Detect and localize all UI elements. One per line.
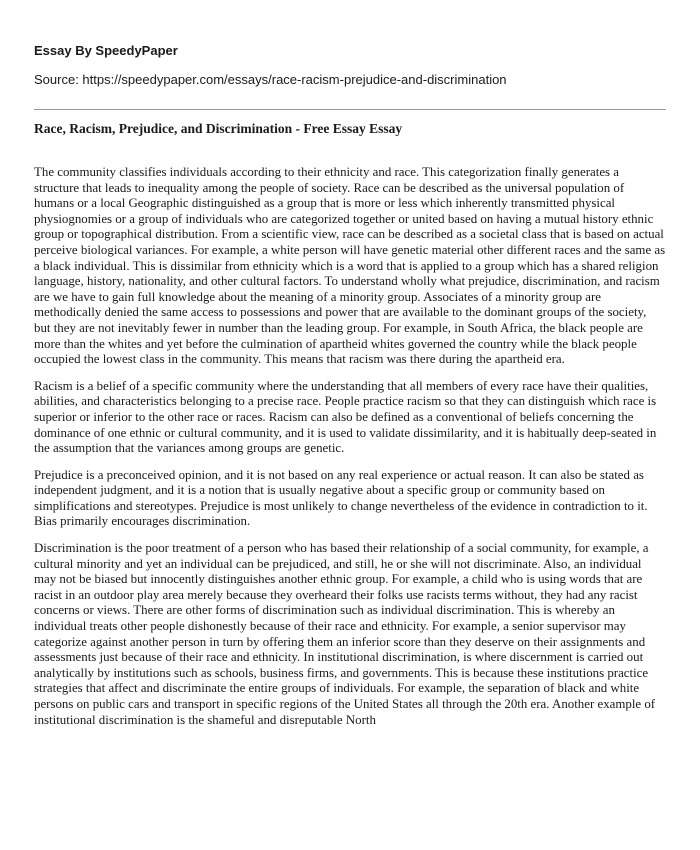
document-header [34,43,666,88]
source-line: Source: https://speedypaper.com/essays/race-racism-prejudice-and-discrimination [34,72,507,87]
paragraph-3: Prejudice is a preconceived opinion, and it is not based on any real experience or actual reason. It can also be stated as independent judgment, and it is a notion that is usually negative about a specific group or community based on simplifications and stereotypes. Prejudice is most unlikely to change nevertheless of the evidence in contradiction to it. Bias primarily encourages discrimination. [34,467,648,529]
header-divider [34,109,666,110]
paragraph-4: Discrimination is the poor treatment of a person who has based their relationship of a social community, for example, a cultural minority and yet an individual can be prejudiced, and still, he or she will not discriminate. Also, an individual may not be biased but innocently distinguishes another ethnic group. For example, a child who is using words that are racist in an outdoor play area merely because they overheard their folks use racists terms without, they had any racist concerns or views. There are other forms of discrimination such as individual discrimination. This is whereby an individual treats other people dishonestly because of their race and ethnicity. For example, a senior supervisor may categorize against another person in turn by offering them an inferior score than they deserve on their assignments and assessments just because of their race and ethnicity. In institutional discrimination, is where discernment is carried out analytically by institutions such as schools, business firms, and governments. This is because these institutions practice strategies that affect and discriminate the entire groups of individuals. For example, the separation of black and white persons on public cars and transport in specific regions of the United States all through the 20th era. Another example of institutional discrimination is the shameful and disreputable North [34,541,656,727]
essay-title: Race, Racism, Prejudice, and Discrimination - Free Essay Essay [34,121,403,136]
paragraph-1: The community classifies individuals according to their ethnicity and race. This categorization finally generates a structure that leads to inequality among the people of society. Race can be described as the universal population of humans or a local Geographic distinguished as a group that is more or less which inherently transmitted physical physiognomies or a group of individuals who are categorized together or united based on having a mutual history ethnic group or topographical distribution. From a scientific view, race can be described as a societal class that is based on actual perceive biological variances. For example, a white person will have genetic material other different races and the same as a black individual. This is dissimilar from ethnicity which is a word that is applied to a group which has a shared religion language, history, nationality, and other cultural factors. To understand wholly what prejudice, discrimination, and racism are we have to gain full knowledge about the meaning of a minority group. Associates of a minority group are methodically denied the same access to possessions and power that are available to the dominant groups of the society, but they are not inevitably fewer in number than the leading group. For example, in South Africa, the black people are more than the whites and yet before the culmination of apartheid whites governed the country while the black people occupied the lowest class in the community. This means that racism was there during the apartheid era. [34,165,666,367]
paragraph-2: Racism is a belief of a specific community where the understanding that all members of every race have their qualities, abilities, and characteristics belonging to a precise race. People practice racism so that they can distinguish which race is superior or inferior to the other race or races. Racism can also be defined as a conventional of beliefs concerning the dominance of one ethnic or cultural community, and it is used to validate dissimilarity, and it is habitually deep-seated in the assumption that the variances among groups are genetic. [34,378,657,456]
essay-by-label: Essay By SpeedyPaper [34,43,178,58]
essay-body [34,165,666,820]
